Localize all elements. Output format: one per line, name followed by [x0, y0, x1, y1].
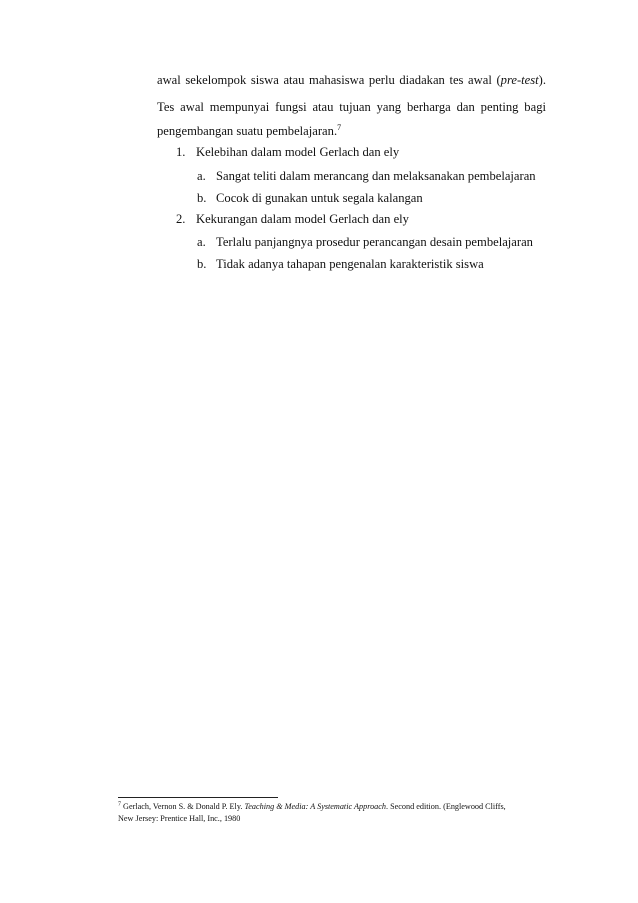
list-marker: 1. [176, 145, 186, 159]
footnote-title: Teaching & Media: A Systematic Approach [244, 802, 387, 811]
list-item [197, 190, 423, 206]
list-marker: b. [197, 257, 207, 271]
list-heading-kekurangan [176, 211, 409, 227]
paragraph-text: ). [538, 73, 546, 87]
list-heading-text: Kelebihan dalam model Gerlach dan ely [196, 145, 400, 159]
list-item-text: Cocok di gunakan untuk segala kalangan [216, 191, 423, 205]
footnote-line-1 [118, 801, 506, 812]
list-item [197, 168, 536, 184]
list-heading-text: Kekurangan dalam model Gerlach dan ely [196, 212, 409, 226]
list-marker: a. [197, 235, 206, 249]
footnote-divider [118, 797, 278, 798]
list-item [197, 256, 484, 272]
footnote-line-2: New Jersey: Prentice Hall, Inc., 1980 [118, 814, 241, 823]
list-item-text: Terlalu panjangnya prosedur perancangan desain pembelajaran [216, 235, 533, 249]
list-marker: 2. [176, 212, 186, 226]
list-heading-kelebihan [176, 144, 399, 160]
list-marker: b. [197, 191, 207, 205]
list-item-text: Sangat teliti dalam merancang dan melaksanakan pembelajaran [216, 169, 536, 183]
footnote-authors: Gerlach, Vernon S. & Donald P. Ely. [121, 802, 245, 811]
list-item [197, 234, 533, 250]
list-marker: a. [197, 169, 206, 183]
paragraph-line-3 [157, 123, 546, 139]
footnote-details: . Second edition. (Englewood Cliffs, [386, 802, 506, 811]
footnote-reference: 7 [337, 122, 342, 132]
paragraph-text: pengembangan suatu pembelajaran. [157, 124, 338, 138]
paragraph-text: awal sekelompok siswa atau mahasiswa perlu diadakan tes awal ( [157, 73, 501, 87]
paragraph-line-2: Tes awal mempunyai fungsi atau tujuan yang berharga dan penting bagi [157, 100, 546, 114]
footnote-number: 7 [118, 801, 121, 808]
list-item-text: Tidak adanya tahapan pengenalan karakteristik siswa [216, 257, 484, 271]
emphasis-text: pre-test [500, 73, 539, 87]
paragraph-line-1 [157, 72, 546, 88]
